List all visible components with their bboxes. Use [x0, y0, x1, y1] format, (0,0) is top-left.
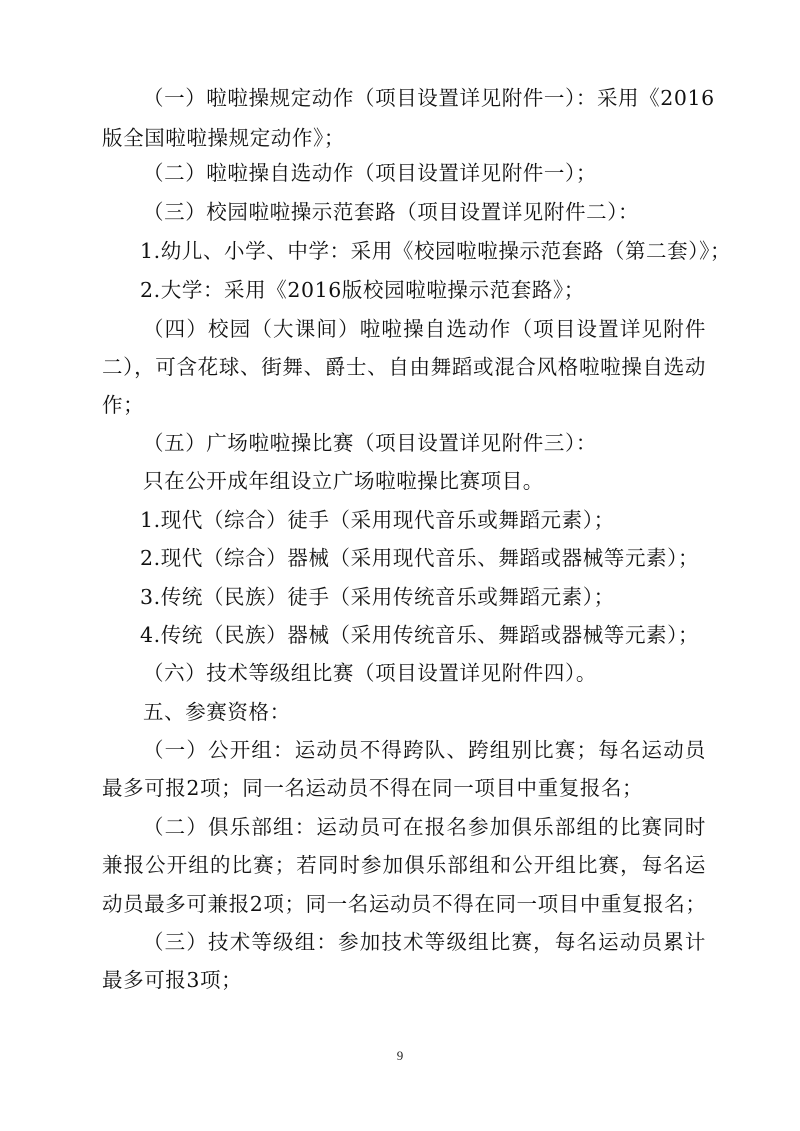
paragraph-line: 最多可报3项；	[102, 968, 243, 992]
paragraph-line: 作；	[102, 393, 145, 417]
paragraph-line: 最多可报2项；同一名运动员不得在同一项目中重复报名；	[102, 776, 644, 800]
paragraph-line: （三）技术等级组：参加技术等级组比赛，每名运动员累计	[143, 930, 706, 954]
paragraph-line: 兼报公开组的比赛；若同时参加俱乐部组和公开组比赛，每名运	[102, 853, 706, 877]
paragraph-line: 只在公开成年组设立广场啦啦操比赛项目。	[143, 469, 544, 493]
paragraph-line: 二），可含花球、街舞、爵士、自由舞蹈或混合风格啦啦操自选动	[102, 355, 706, 379]
section-heading: 五、参赛资格：	[143, 700, 291, 724]
paragraph-line: 2.现代（综合）器械（采用现代音乐、舞蹈或器械等元素）；	[140, 546, 700, 570]
paragraph-line: 动员最多可兼报2项；同一名运动员不得在同一项目中重复报名；	[102, 892, 707, 916]
paragraph-line: （四）校园（大课间）啦啦操自选动作（项目设置详见附件	[143, 317, 706, 341]
paragraph-line: （二）啦啦操自选动作（项目设置详见附件一）；	[143, 161, 597, 185]
paragraph-line: （六）技术等级组比赛（项目设置详见附件四）。	[143, 661, 597, 685]
paragraph-line: （一）公开组：运动员不得跨队、跨组别比赛；每名运动员	[143, 738, 706, 762]
paragraph-line: 1.现代（综合）徒手（采用现代音乐或舞蹈元素）；	[140, 508, 615, 532]
page-number: 9	[396, 1048, 404, 1063]
paragraph-line: （二）俱乐部组：运动员可在报名参加俱乐部组的比赛同时	[143, 815, 706, 839]
paragraph-line: （一）啦啦操规定动作（项目设置详见附件一）：采用《2016	[143, 86, 715, 110]
paragraph-line: （三）校园啦啦操示范套路（项目设置详见附件二）：	[143, 200, 640, 224]
paragraph-line: 版全国啦啦操规定动作》；	[102, 126, 345, 150]
paragraph-line: 1.幼儿、小学、中学：采用《校园啦啦操示范套路（第二套）》；	[140, 239, 732, 263]
paragraph-line: 4.传统（民族）器械（采用传统音乐、舞蹈或器械等元素）；	[140, 623, 700, 647]
paragraph-line: （五）广场啦啦操比赛（项目设置详见附件三）：	[143, 431, 597, 455]
paragraph-line: 2.大学：采用《2016版校园啦啦操示范套路》；	[140, 278, 585, 302]
paragraph-line: 3.传统（民族）徒手（采用传统音乐或舞蹈元素）；	[140, 585, 615, 609]
